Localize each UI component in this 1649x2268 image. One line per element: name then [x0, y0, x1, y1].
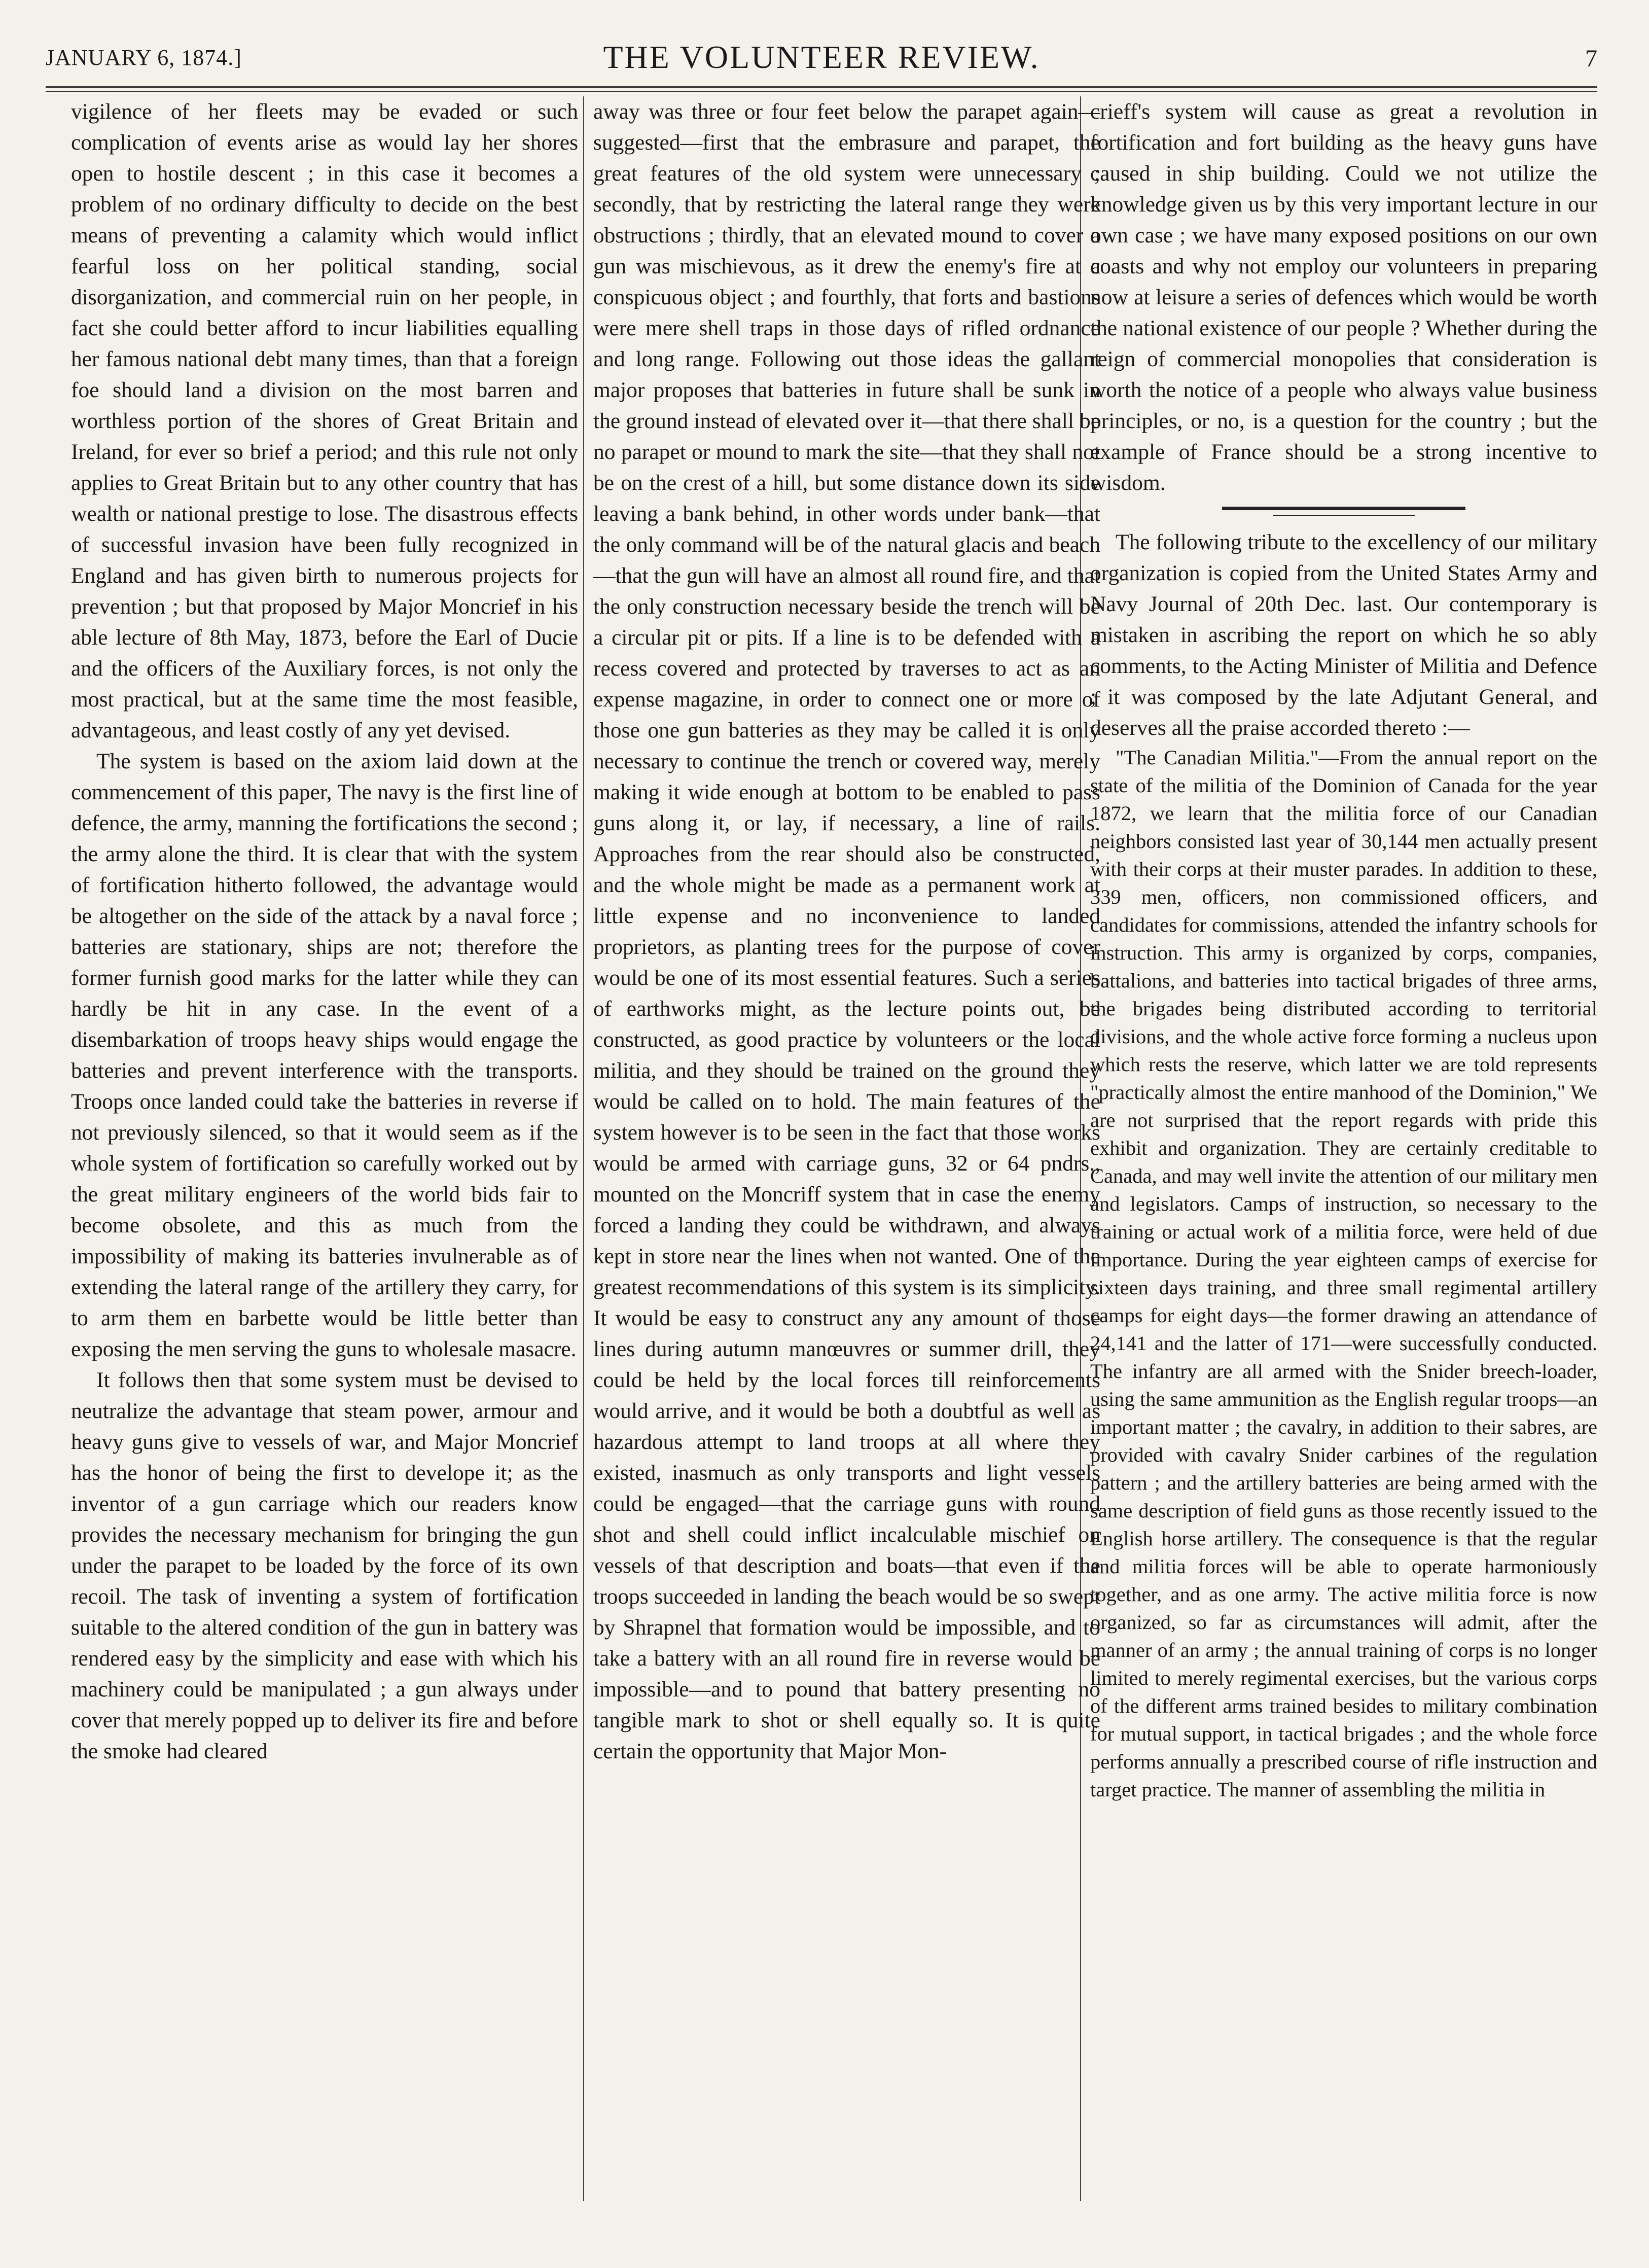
article-paragraph: The following tribute to the excellency of our military organization is copied from the United States Army and Navy Journal of 20th Dec. last. Our contemporary is mistaken in ascribing the report on which he so ably comments, to the Acting Minister of Militia and Defence ; it was composed by the late Adjutant General, and deserves all the praise accorded thereto :— — [1090, 530, 1597, 740]
publication-title: THE VOLUNTEER REVIEW. — [603, 39, 1040, 75]
column-1 — [71, 96, 578, 2201]
article-paragraph: crieff's system will cause as great a revolution in fortification and fort building as the heavy guns have caused in ship building. Could we not utilize the knowledge given us by this very important lecture in our own case ; we have many exposed positions on our own coasts and why not employ our volunteers in preparing now at leisure a series of defences which would be worth the national existence of our people ? Whether during the reign of commercial monopolies that consideration is worth the notice of a people who always value business principles, or no, is a question for the country ; but the example of France should be a strong incentive to wisdom. — [1090, 99, 1597, 495]
page-number: 7 — [1585, 45, 1597, 72]
section-divider — [1090, 502, 1597, 522]
page-header — [46, 36, 1597, 81]
column-2 — [593, 96, 1100, 2201]
article-paragraph: The system is based on the axiom laid down at the commencement of this paper, The navy is the first line of defence, the army, manning the fortifications the second ; the army alone the third. It is clear that with the system of fortification hitherto followed, the advantage would be altogether on the side of the attack by a naval force ; batteries are stationary, ships are not; therefore the former furnish good marks for the latter while they can hardly be hit in any case. In the event of a disembarkation of troops heavy ships would engage the batteries and prevent interference with the transports. Troops once landed could take the batteries in reverse if not previously silenced, so that it would seem as if the whole system of fortification so carefully worked out by the great military engineers of the world bids fair to become obsolete, and this as much from the impossibility of making its batteries invulnerable as of extending the lateral range of the artillery they carry, for to arm them en barbette would be little better than exposing the men serving the guns to wholesale masacre. — [71, 749, 578, 1361]
header-rule — [46, 86, 1597, 92]
issue-date: JANUARY 6, 1874.] — [46, 45, 242, 70]
article-paragraph: away was three or four feet below the parapet again—suggested—first that the embrasure and parapet, the great features of the old system were unnecessary ; secondly, that by restricting the lateral range they were obstructions ; thirdly, that an elevated mound to cover a gun was mischievous, as it drew the enemy's fire at a conspicuous object ; and fourthly, that forts and bastions were mere shell traps in those days of rifled ordnance and long range. Following out those ideas the gallant major proposes that batteries in future shall be sunk in the ground instead of elevated over it—that there shall be no parapet or mound to mark the site—that they shall not be on the crest of a hill, but some distance down its side leaving a bank behind, in other words under bank—that the only command will be of the natural glacis and beach—that the gun will have an almost all round fire, and that the only construction necessary beside the trench will be a circular pit or pits. If a line is to be defended with a recess covered and protected by traverses to act as an expense magazine, in order to connect one or more of those one gun batteries as they may be called it is only necessary to continue the trench or covered way, merely making it wide enough at bottom to be enabled to pass guns along it, or lay, if necessary, a line of rails. Approaches from the rear should also be constructed, and the whole might be made as a permanent work at little expense and no inconvenience to landed proprietors, as planting trees for the purpose of cover would be one of its most essential features. Such a series of earthworks might, as the lecture points out, be constructed, as good practice by volunteers or the local militia, and they should be trained on the ground they would be called on to hold. The main features of the system however is to be seen in the fact that those works would be armed with carriage guns, 32 or 64 pndrs., mounted on the Moncriff system that in case the enemy forced a landing they could be withdrawn, and always kept in store near the lines when not wanted. One of the greatest recommendations of this system is its simplicity. It would be easy to construct any any amount of those lines during autumn manœuvres or summer drill, they could be held by the local forces till reinforcements would arrive, and it would be both a doubtful as well as hazardous attempt to land troops at all where they existed, inasmuch as only transports and light vessels could be engaged—that the carriage guns with round shot and shell could inflict incalculable mischief on vessels of that description and boats—that even if the troops succeeded in landing the beach would be so swept by Shrapnel that formation would be impossible, and to take a battery with an all round fire in reverse would be impossible—and to pound that battery presenting no tangible mark to shot or shell equally so. It is quite certain the opportunity that Major Mon- — [593, 99, 1100, 1763]
quoted-article-paragraph: "The Canadian Militia."—From the annual report on the state of the militia of the Dominion of Canada for the year 1872, we learn that the militia force of our Canadian neighbors consisted last year of 30,144 men actually present with their corps at their muster parades. In addition to these, 339 men, officers, non commissioned officers, and candidates for commissions, attended the infantry schools for instruction. This army is organized by corps, companies, battalions, and batteries into tactical brigades of three arms, the brigades being distributed according to territorial divisions, and the whole active force forming a nucleus upon which rests the reserve, which latter we are told represents "practically almost the entire manhood of the Dominion," We are not surprised that the report regards with pride this exhibit and organization. They are certainly creditable to Canada, and may well invite the attention of our military men and legislators. Camps of instruction, so necessary to the training or actual work of a militia force, were held of due importance. During the year eighteen camps of exercise for sixteen days training, and three small regimental artillery camps for eight days—the former drawing an attendance of 24,141 and the latter of 171—were successfully conducted. The infantry are all armed with the Snider breech-loader, using the same ammunition as the English regular troops—an important matter ; the cavalry, in addition to their sabres, are provided with cavalry Snider carbines of the regulation pattern ; and the artillery batteries are being armed with the same description of field guns as those recently issued to the English horse artillery. The consequence is that the regular and militia forces will be able to operate harmoniously together, and as one army. The active militia force is now organized, so far as circumstances will admit, after the manner of an army ; the annual training of corps is no longer limited to merely regimental exercises, but the various corps of the different arms trained besides to military combination for mutual support, in tactical brigades ; and the whole force performs annually a prescribed course of rifle instruction and target practice. The manner of assembling the militia in — [1090, 746, 1597, 1801]
article-paragraph: It follows then that some system must be devised to neutralize the advantage that steam power, armour and heavy guns give to vessels of war, and Major Moncrief has the honor of being the first to develope it; as the inventor of a gun carriage which our readers know provides the necessary mechanism for bringing the gun under the parapet to be loaded by the force of its own recoil. The task of inventing a system of fortification suitable to the altered condition of the gun in battery was rendered easy by the simplicity and ease with which his machinery could be manipulated ; a gun always under cover that merely popped up to deliver its fire and before the smoke had cleared — [71, 1368, 578, 1763]
column-divider-1 — [583, 96, 584, 2201]
article-paragraph: vigilence of her fleets may be evaded or such complication of events arise as would lay her shores open to hostile descent ; in this case it becomes a problem of no ordinary difficulty to decide on the best means of preventing a calamity which would inflict fearful loss on her political standing, social disorganization, and commercial ruin on her people, in fact she could better afford to incur liabilities equalling her famous national debt many times, than that a foreign foe should land a division on the most barren and worthless portion of the shores of Great Britain and Ireland, for ever so brief a period; and this rule not only applies to Great Britain but to any other country that has wealth or national prestige to lose. The disastrous effects of successful invasion have been fully recognized in England and has given birth to numerous projects for prevention ; but that proposed by Major Moncrief in his able lecture of 8th May, 1873, before the Earl of Ducie and the officers of the Auxiliary forces, is not only the most practical, but at the same time the most feasible, advantageous, and least costly of any yet devised. — [71, 99, 578, 742]
column-3 — [1090, 96, 1597, 2201]
